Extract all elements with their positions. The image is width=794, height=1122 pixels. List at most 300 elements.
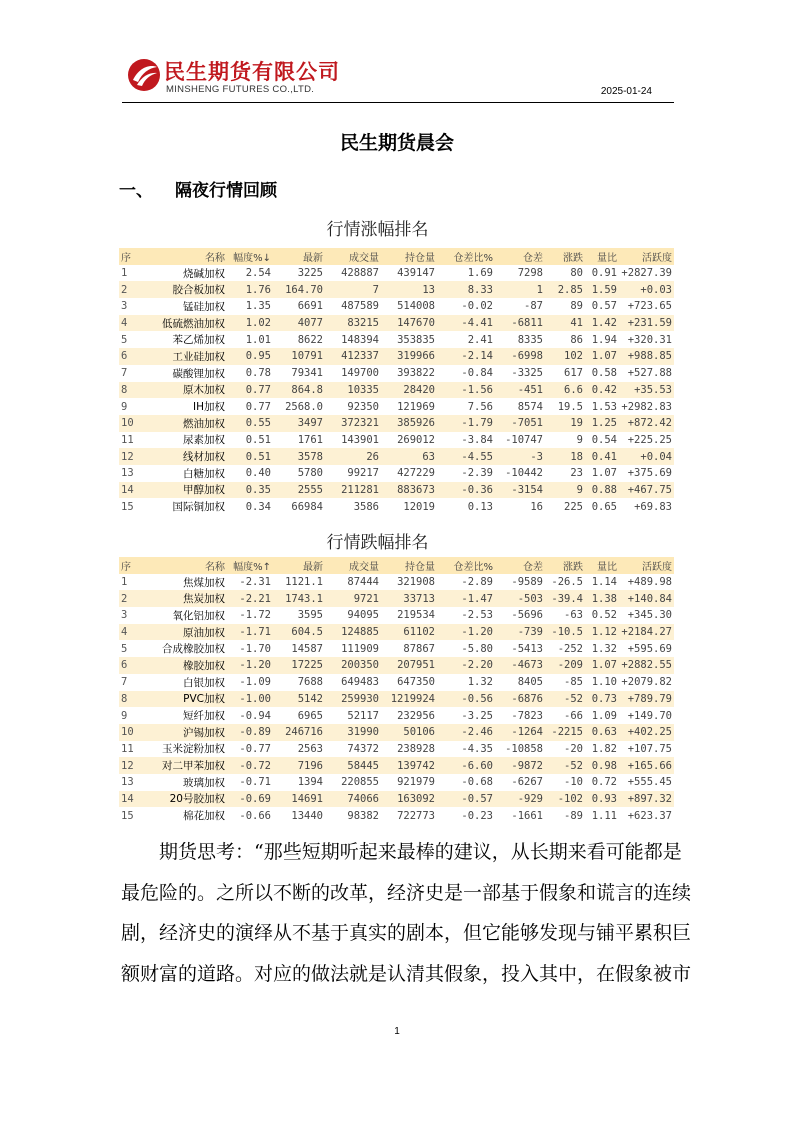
row-index: 2 xyxy=(119,281,143,298)
cell-value: 2.85 xyxy=(545,281,585,298)
cell-value: 0.55 xyxy=(227,415,273,432)
contract-name: 低硫燃油加权 xyxy=(143,315,227,332)
cell-value: -2.39 xyxy=(461,467,493,480)
column-header[interactable]: 最新 xyxy=(273,248,325,265)
cell-value: -503 xyxy=(495,590,545,607)
cell-value: -0.57 xyxy=(437,791,495,808)
cell-value: 0.40 xyxy=(245,467,271,480)
table-row[interactable] xyxy=(119,382,674,399)
table-row[interactable] xyxy=(119,465,674,482)
contract-name: 尿素加权 xyxy=(183,434,225,447)
cell-value: 6.6 xyxy=(545,382,585,399)
cell-value: 163092 xyxy=(381,791,437,808)
cell-value: -2215 xyxy=(545,724,585,741)
cell-value: 94095 xyxy=(347,609,379,622)
contract-name: 对二甲苯加权 xyxy=(143,757,227,774)
contract-name: IH加权 xyxy=(193,401,225,414)
commentary-paragraph xyxy=(121,832,692,994)
cell-value: 232956 xyxy=(397,709,435,722)
cell-value: 2555 xyxy=(273,482,325,499)
cell-value: 0.93 xyxy=(585,791,619,808)
contract-name: 棉花加权 xyxy=(183,810,225,823)
page-number: 1 xyxy=(394,1026,400,1037)
cell-value: -4.41 xyxy=(437,315,495,332)
cell-value: 28420 xyxy=(381,382,437,399)
document-title: 民生期货晨会 xyxy=(339,132,454,154)
cell-value: 1.32 xyxy=(467,676,493,689)
cell-value: -2.20 xyxy=(437,657,495,674)
cell-value: 0.73 xyxy=(585,691,619,708)
table-row[interactable] xyxy=(119,498,674,515)
cell-value: 238928 xyxy=(397,742,435,755)
cell-value: -0.56 xyxy=(437,691,495,708)
cell-value: 604.5 xyxy=(273,624,325,641)
cell-value: 1.94 xyxy=(591,333,617,346)
table-row[interactable] xyxy=(119,331,674,348)
cell-value: -5696 xyxy=(511,609,543,622)
table-row[interactable] xyxy=(119,807,674,824)
cell-value: 143901 xyxy=(341,433,379,446)
cell-value: +2982.83 xyxy=(621,400,672,413)
cell-value: 31990 xyxy=(325,724,381,741)
section-title: 隔夜行情回顾 xyxy=(175,181,277,201)
row-index: 13 xyxy=(121,776,134,789)
cell-value: 8574 xyxy=(517,400,543,413)
cell-value: -52 xyxy=(545,691,585,708)
cell-value: 1.09 xyxy=(591,709,617,722)
cell-value: 63 xyxy=(381,448,437,465)
table-row[interactable] xyxy=(119,281,674,298)
row-index: 12 xyxy=(119,448,143,465)
cell-value: +897.32 xyxy=(619,791,674,808)
cell-value: -0.71 xyxy=(239,776,271,789)
cell-value: 1.69 xyxy=(467,267,493,280)
column-header[interactable]: 持仓量 xyxy=(381,557,437,574)
cell-value: 1394 xyxy=(297,776,323,789)
cell-value: 321908 xyxy=(397,576,435,589)
cell-value: 23 xyxy=(570,467,583,480)
cell-value: 8405 xyxy=(517,676,543,689)
cell-value: 0.88 xyxy=(585,482,619,499)
cell-value: 0.13 xyxy=(467,500,493,513)
cell-value: -1264 xyxy=(495,724,545,741)
cell-value: 7.56 xyxy=(467,400,493,413)
cell-value: +2827.39 xyxy=(621,267,672,280)
losers-table xyxy=(119,557,674,824)
column-header[interactable]: 幅度%↑ xyxy=(227,557,273,574)
cell-value: 17225 xyxy=(273,657,325,674)
column-header[interactable]: 成交量 xyxy=(325,248,381,265)
sort-arrow-icon: ↑ xyxy=(262,561,271,573)
column-header[interactable]: 涨跌 xyxy=(545,557,585,574)
table-row[interactable] xyxy=(119,265,674,282)
cell-value: -451 xyxy=(495,382,545,399)
cell-value: -6267 xyxy=(511,776,543,789)
row-index: 15 xyxy=(121,809,134,822)
cell-value: 10791 xyxy=(273,348,325,365)
cell-value: 207951 xyxy=(381,657,437,674)
cell-value: -52 xyxy=(545,757,585,774)
cell-value: 0.95 xyxy=(227,348,273,365)
cell-value: -10 xyxy=(564,776,583,789)
table-row[interactable] xyxy=(119,607,674,624)
gainers-header-row xyxy=(119,248,674,265)
column-header[interactable]: 仓差 xyxy=(495,248,545,265)
cell-value: 7 xyxy=(325,281,381,298)
cell-value: 921979 xyxy=(397,776,435,789)
cell-value: +2079.82 xyxy=(621,676,672,689)
losers-header-row xyxy=(119,557,674,574)
contract-name: 原木加权 xyxy=(143,382,227,399)
column-header[interactable]: 幅度%↓ xyxy=(227,248,273,265)
cell-value: -63 xyxy=(564,609,583,622)
cell-value: 74066 xyxy=(325,791,381,808)
cell-value: -1.20 xyxy=(227,657,273,674)
row-index: 12 xyxy=(119,757,143,774)
cell-value: 0.58 xyxy=(591,367,617,380)
cell-value: +149.70 xyxy=(627,709,672,722)
cell-value: 220855 xyxy=(341,776,379,789)
table-row[interactable] xyxy=(119,448,674,465)
cell-value: 0.77 xyxy=(227,382,273,399)
contract-name: 工业硅加权 xyxy=(143,348,227,365)
column-header[interactable]: 量比 xyxy=(585,248,619,265)
cell-value: 9721 xyxy=(325,590,381,607)
cell-value: 883673 xyxy=(381,482,437,499)
section-heading xyxy=(119,176,277,201)
cell-value: 487589 xyxy=(341,300,379,313)
cell-value: 647350 xyxy=(397,676,435,689)
table-row[interactable] xyxy=(119,298,674,315)
cell-value: 1.01 xyxy=(245,333,271,346)
cell-value: -3.84 xyxy=(461,433,493,446)
contract-name: 合成橡胶加权 xyxy=(162,643,225,656)
cell-value: 2568.0 xyxy=(285,400,323,413)
cell-value: 66984 xyxy=(291,500,323,513)
row-index: 6 xyxy=(119,657,143,674)
cell-value: -0.77 xyxy=(239,742,271,755)
table-row[interactable] xyxy=(119,741,674,758)
cell-value: 219534 xyxy=(397,609,435,622)
cell-value: -6811 xyxy=(495,315,545,332)
cell-value: -1.56 xyxy=(437,382,495,399)
contract-name: 胶合板加权 xyxy=(143,281,227,298)
cell-value: -10747 xyxy=(505,433,543,446)
cell-value: 1.82 xyxy=(591,742,617,755)
cell-value: -3325 xyxy=(511,367,543,380)
cell-value: -66 xyxy=(564,709,583,722)
cell-value: 14587 xyxy=(291,642,323,655)
cell-value: 41 xyxy=(545,315,585,332)
cell-value: -20 xyxy=(564,742,583,755)
cell-value: +555.45 xyxy=(627,776,672,789)
cell-value: 99217 xyxy=(347,467,379,480)
cell-value: 0.34 xyxy=(245,500,271,513)
cell-value: 3578 xyxy=(273,448,325,465)
cell-value: 372321 xyxy=(325,415,381,432)
row-index: 3 xyxy=(121,300,128,313)
table-row[interactable] xyxy=(119,574,674,591)
cell-value: 1761 xyxy=(297,433,323,446)
contract-name: 白银加权 xyxy=(183,676,225,689)
cell-value: -1661 xyxy=(511,809,543,822)
cell-value: 87444 xyxy=(347,576,379,589)
cell-value: +527.88 xyxy=(627,367,672,380)
cell-value: 1.11 xyxy=(591,809,617,822)
table-row[interactable] xyxy=(119,707,674,724)
row-index: 11 xyxy=(121,742,134,755)
cell-value: -1.00 xyxy=(227,691,273,708)
table-row[interactable] xyxy=(119,348,674,365)
row-index: 10 xyxy=(119,724,143,741)
cell-value: 1.12 xyxy=(585,624,619,641)
table-row[interactable] xyxy=(119,791,674,808)
cell-value: +375.69 xyxy=(627,467,672,480)
cell-value: 0.98 xyxy=(585,757,619,774)
contract-name: 橡胶加权 xyxy=(143,657,227,674)
cell-value: 3586 xyxy=(353,500,379,513)
cell-value: 74372 xyxy=(347,742,379,755)
row-index: 2 xyxy=(119,590,143,607)
cell-value: 149700 xyxy=(341,367,379,380)
contract-name: PVC加权 xyxy=(143,691,227,708)
cell-value: 0.42 xyxy=(585,382,619,399)
cell-value: 1.07 xyxy=(591,467,617,480)
cell-value: 3225 xyxy=(297,267,323,280)
cell-value: 0.51 xyxy=(227,448,273,465)
column-header[interactable]: 活跃度 xyxy=(619,248,674,265)
cell-value: 33713 xyxy=(381,590,437,607)
gainers-table xyxy=(119,248,674,515)
column-header[interactable]: 仓差比% xyxy=(437,248,495,265)
cell-value: 14691 xyxy=(273,791,325,808)
cell-value: 8622 xyxy=(297,333,323,346)
cell-value: 111909 xyxy=(341,642,379,655)
table-row[interactable] xyxy=(119,724,674,741)
paragraph-line: 期货思考：“那些短期听起来最棒的建议，从长期来看可能都是 xyxy=(159,841,682,863)
column-header[interactable]: 涨跌 xyxy=(545,248,585,265)
cell-value: +988.85 xyxy=(619,348,674,365)
cell-value: 19.5 xyxy=(557,400,583,413)
column-header[interactable]: 名称 xyxy=(143,248,227,265)
cell-value: +345.30 xyxy=(627,609,672,622)
cell-value: -4.55 xyxy=(437,448,495,465)
cell-value: 649483 xyxy=(341,676,379,689)
cell-value: 13 xyxy=(381,281,437,298)
cell-value: -0.36 xyxy=(437,482,495,499)
row-index: 14 xyxy=(119,791,143,808)
cell-value: +489.98 xyxy=(627,576,672,589)
contract-name: 焦炭加权 xyxy=(143,590,227,607)
cell-value: -0.02 xyxy=(461,300,493,313)
cell-value: -9872 xyxy=(495,757,545,774)
cell-value: +2184.27 xyxy=(619,624,674,641)
cell-value: -85 xyxy=(564,676,583,689)
contract-name: 碳酸锂加权 xyxy=(172,367,225,380)
cell-value: -929 xyxy=(495,791,545,808)
cell-value: -1.09 xyxy=(239,676,271,689)
cell-value: 9 xyxy=(545,482,585,499)
cell-value: 353835 xyxy=(397,333,435,346)
cell-value: 0.52 xyxy=(591,609,617,622)
table-row[interactable] xyxy=(119,590,674,607)
cell-value: -1.20 xyxy=(437,624,495,641)
table-row[interactable] xyxy=(119,415,674,432)
cell-value: 1.53 xyxy=(591,400,617,413)
cell-value: 5780 xyxy=(297,467,323,480)
gainers-table-title: 行情涨幅排名 xyxy=(326,220,429,240)
row-index: 13 xyxy=(121,467,134,480)
cell-value: 864.8 xyxy=(273,382,325,399)
cell-value: 1.02 xyxy=(227,315,273,332)
table-row[interactable] xyxy=(119,432,674,449)
cell-value: 0.65 xyxy=(591,500,617,513)
cell-value: 10335 xyxy=(325,382,381,399)
cell-value: -0.69 xyxy=(227,791,273,808)
cell-value: -2.14 xyxy=(437,348,495,365)
cell-value: 8.33 xyxy=(437,281,495,298)
cell-value: 79341 xyxy=(291,367,323,380)
cell-value: 98382 xyxy=(347,809,379,822)
cell-value: 1.07 xyxy=(585,657,619,674)
cell-value: 19 xyxy=(545,415,585,432)
cell-value: -2.46 xyxy=(437,724,495,741)
cell-value: 86 xyxy=(570,333,583,346)
row-index: 14 xyxy=(119,482,143,499)
cell-value: -39.4 xyxy=(545,590,585,607)
cell-value: 4077 xyxy=(273,315,325,332)
cell-value: 225 xyxy=(564,500,583,513)
column-header[interactable]: 序 xyxy=(119,557,143,574)
cell-value: -89 xyxy=(564,809,583,822)
table-row[interactable] xyxy=(119,657,674,674)
cell-value: 87867 xyxy=(403,642,435,655)
cell-value: 1.14 xyxy=(591,576,617,589)
cell-value: 61102 xyxy=(381,624,437,641)
cell-value: 124885 xyxy=(325,624,381,641)
table-row[interactable] xyxy=(119,691,674,708)
cell-value: +402.25 xyxy=(619,724,674,741)
cell-value: -9589 xyxy=(511,576,543,589)
row-index: 9 xyxy=(121,400,128,413)
table-row[interactable] xyxy=(119,640,674,657)
cell-value: 319966 xyxy=(381,348,437,365)
company-name-cn: 民生期货有限公司 xyxy=(164,60,340,84)
column-header[interactable]: 持仓量 xyxy=(381,248,437,265)
cell-value: +320.31 xyxy=(627,333,672,346)
cell-value: 7688 xyxy=(297,676,323,689)
cell-value: -10442 xyxy=(505,467,543,480)
company-name-en: MINSHENG FUTURES CO.,LTD. xyxy=(166,84,315,95)
table-row[interactable] xyxy=(119,398,674,415)
cell-value: 427229 xyxy=(397,467,435,480)
cell-value: +789.79 xyxy=(619,691,674,708)
column-header[interactable]: 成交量 xyxy=(325,557,381,574)
cell-value: +225.25 xyxy=(627,433,672,446)
cell-value: 6691 xyxy=(297,300,323,313)
cell-value: +107.75 xyxy=(627,742,672,755)
table-row[interactable] xyxy=(119,365,674,382)
cell-value: 1.32 xyxy=(591,642,617,655)
cell-value: -2.21 xyxy=(227,590,273,607)
losers-table-title: 行情跌幅排名 xyxy=(326,533,429,553)
column-header[interactable]: 仓差 xyxy=(495,557,545,574)
cell-value: 2.41 xyxy=(467,333,493,346)
row-index: 8 xyxy=(119,382,143,399)
contract-name: 原油加权 xyxy=(143,624,227,641)
cell-value: -0.72 xyxy=(227,757,273,774)
table-row[interactable] xyxy=(119,482,674,499)
cell-value: -6876 xyxy=(495,691,545,708)
row-index: 11 xyxy=(121,433,134,446)
table-row[interactable] xyxy=(119,774,674,791)
table-row[interactable] xyxy=(119,757,674,774)
cell-value: 1.10 xyxy=(591,676,617,689)
minsheng-logo-icon xyxy=(127,58,161,92)
cell-value: 1.35 xyxy=(245,300,271,313)
cell-value: -2.89 xyxy=(461,576,493,589)
cell-value: 393822 xyxy=(397,367,435,380)
cell-value: 2.54 xyxy=(245,267,271,280)
cell-value: +2882.55 xyxy=(619,657,674,674)
column-header[interactable]: 活跃度 xyxy=(619,557,674,574)
report-date: 2025-01-24 xyxy=(600,86,652,97)
cell-value: -1.72 xyxy=(239,609,271,622)
row-index: 4 xyxy=(119,315,143,332)
row-index: 5 xyxy=(121,642,128,655)
contract-name: 玉米淀粉加权 xyxy=(162,743,225,756)
table-row[interactable] xyxy=(119,315,674,332)
cell-value: -3 xyxy=(495,448,545,465)
cell-value: -3.25 xyxy=(461,709,493,722)
cell-value: 1.42 xyxy=(585,315,619,332)
contract-name: 玻璃加权 xyxy=(183,776,225,789)
contract-name: 燃油加权 xyxy=(143,415,227,432)
cell-value: +623.37 xyxy=(627,809,672,822)
cell-value: -5413 xyxy=(511,642,543,655)
cell-value: 9 xyxy=(576,433,583,446)
table-row[interactable] xyxy=(119,624,674,641)
cell-value: 3595 xyxy=(297,609,323,622)
cell-value: +0.03 xyxy=(619,281,674,298)
contract-name: 氧化铝加权 xyxy=(172,609,225,622)
row-index: 15 xyxy=(121,500,134,513)
cell-value: 13440 xyxy=(291,809,323,822)
cell-value: 92350 xyxy=(347,400,379,413)
column-header[interactable]: 名称 xyxy=(143,557,227,574)
paragraph-line: 最危险的。之所以不断的改革，经济史是一部基于假象和谎言的连续 xyxy=(121,881,692,904)
cell-value: 89 xyxy=(570,300,583,313)
cell-value: 0.77 xyxy=(245,400,271,413)
column-header[interactable]: 仓差比% xyxy=(437,557,495,574)
cell-value: 58445 xyxy=(325,757,381,774)
cell-value: 6965 xyxy=(297,709,323,722)
cell-value: -0.68 xyxy=(461,776,493,789)
paragraph-line: 剧，经济史的演绎从不基于真实的剧本，但它能够发现与铺平累积巨 xyxy=(121,922,692,944)
cell-value: 0.63 xyxy=(585,724,619,741)
column-header[interactable]: 量比 xyxy=(585,557,619,574)
column-header[interactable]: 序 xyxy=(119,248,143,265)
contract-name: 短纤加权 xyxy=(183,710,225,723)
cell-value: 52117 xyxy=(347,709,379,722)
cell-value: +35.53 xyxy=(619,382,674,399)
cell-value: +0.04 xyxy=(619,448,674,465)
cell-value: -252 xyxy=(557,642,583,655)
cell-value: 50106 xyxy=(381,724,437,741)
column-header[interactable]: 最新 xyxy=(273,557,325,574)
table-row[interactable] xyxy=(119,674,674,691)
contract-name: 甲醇加权 xyxy=(143,482,227,499)
